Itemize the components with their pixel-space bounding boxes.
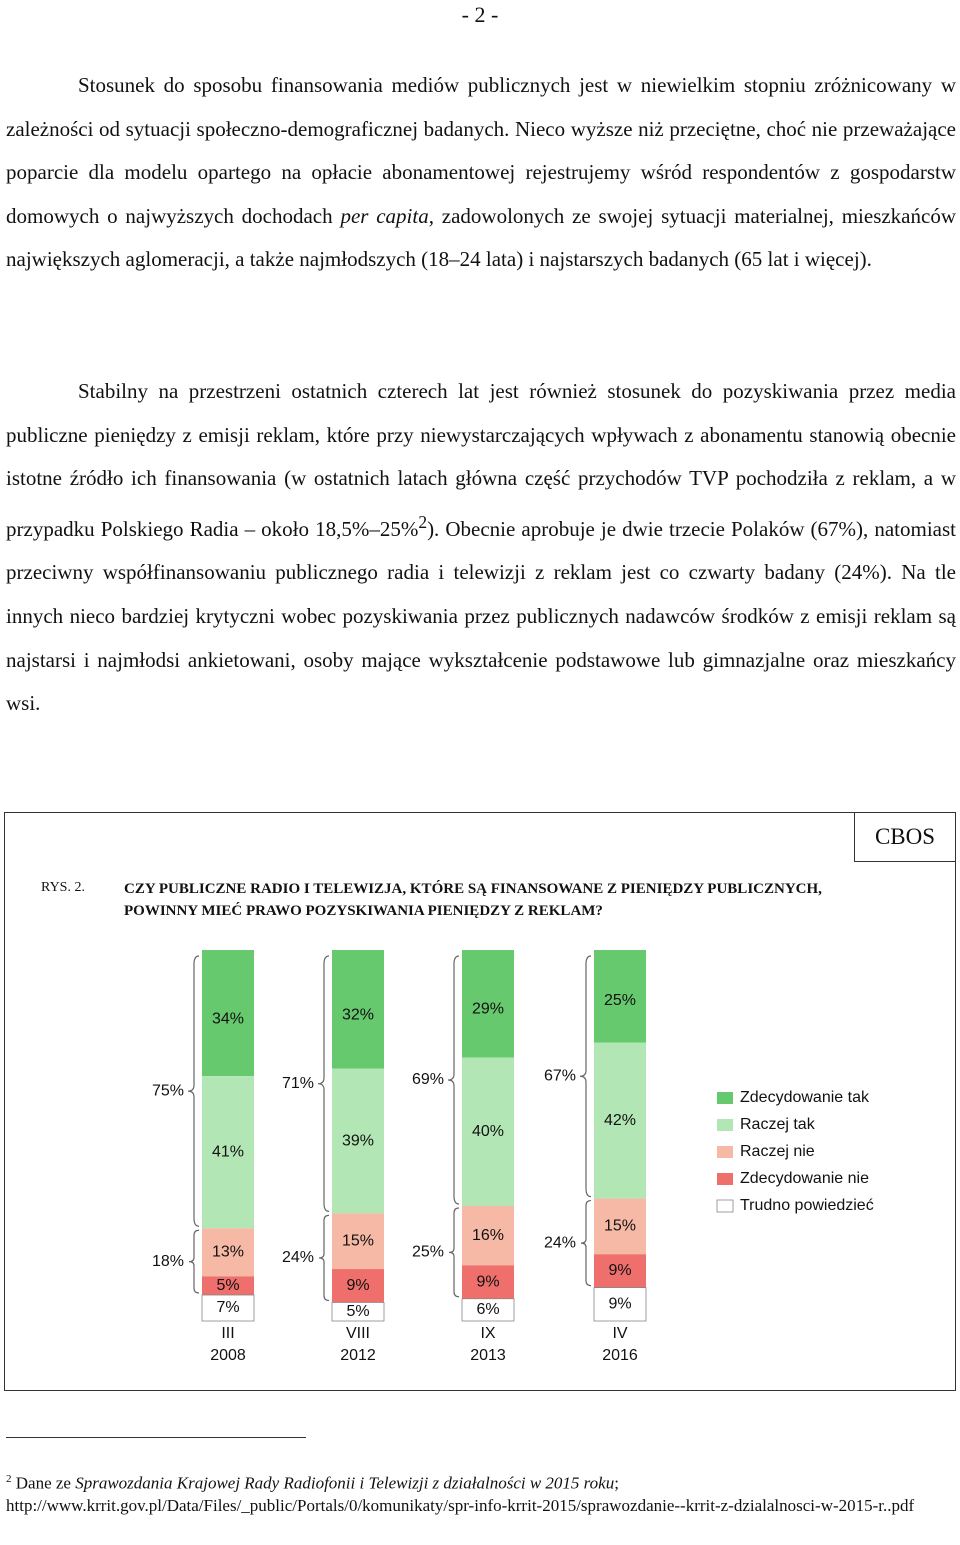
value-label-3-3: 16% — [471, 1226, 505, 1244]
legend-label-5: Trudno powiedzieć — [740, 1197, 874, 1215]
value-label-4-4: 9% — [608, 1262, 632, 1280]
no-brace-1 — [189, 1230, 199, 1293]
value-label-2-1: 41% — [211, 1143, 245, 1161]
legend-swatch-3 — [717, 1146, 733, 1158]
sum-yes-label-4: 67% — [543, 1067, 576, 1085]
paragraph-2-text-a: Stabilny na przestrzeni ostatnich czterech lat jest również stosunek do pozyskiwania przez media publiczne pieniędzy z emisji reklam, które przy niewystarczających wpływach z abonamentu stanowią obecnie istotne źródło ich finansowania (w ostatnich latach główna część przychodów TVP pochodziła z reklam, a w przypadku Polskiego Radia – około 18,5%–25% — [6, 379, 956, 541]
sum-no-label-4: 24% — [543, 1234, 576, 1252]
sum-yes-label-3: 69% — [411, 1071, 444, 1089]
value-label-1-4: 25% — [603, 992, 637, 1010]
paragraph-1-text: Stosunek do sposobu finansowania mediów publicznych jest w niewielkim stopniu zróżnicowany w zależności od sytuacji społeczno-demograficznej badanych. Nieco wyższe niż przeciętne, choć nie przeważające poparcie dla modelu opartego na opłacie abonamentowej rejestrujemy wśród respondentów z gospodarstw domowych o najwyższych dochodach — [6, 73, 956, 228]
value-label-2-3: 40% — [471, 1123, 505, 1141]
paragraph-1-italic: per capita — [340, 203, 429, 228]
yes-brace-3 — [448, 956, 459, 1204]
yes-brace-1 — [188, 956, 199, 1226]
footnote — [6, 1468, 946, 1517]
no-brace-4 — [581, 1201, 591, 1286]
category-year-3: 2013 — [470, 1347, 506, 1365]
value-label-5-1: 7% — [216, 1299, 240, 1317]
no-brace-2 — [319, 1215, 329, 1300]
footnote-text-b: ; http://www.krrit.gov.pl/Data/Files/_public/Portals/0/komunikaty/spr-info-krrit-2015/sprawozdanie--krrit-z-dzialalnosci-w-2015-r..pdf — [6, 1473, 915, 1515]
category-label-2: VIII — [345, 1325, 371, 1343]
cbos-label: CBOS — [854, 812, 956, 862]
value-label-4-3: 9% — [476, 1273, 500, 1291]
category-year-2: 2012 — [340, 1347, 376, 1365]
legend-swatch-2 — [717, 1119, 733, 1131]
category-year-4: 2016 — [602, 1347, 638, 1365]
sum-no-label-1: 18% — [151, 1252, 184, 1270]
value-label-4-1: 5% — [216, 1276, 240, 1294]
value-label-1-1: 34% — [211, 1010, 245, 1028]
sum-yes-label-2: 71% — [281, 1074, 314, 1092]
legend-swatch-1 — [717, 1092, 733, 1104]
value-label-3-4: 15% — [603, 1217, 637, 1235]
legend-swatch-5 — [717, 1200, 733, 1212]
value-label-2-4: 42% — [603, 1111, 637, 1129]
footnote-number: 2 — [6, 1473, 12, 1485]
paragraph-2-text-b: ). Obecnie aprobuje je dwie trzecie Polaków (67%), natomiast przeciwny współfinansowaniu publicznego radia i telewizji z reklam jest co czwarty badany (24%). Na tle innych nieco bardziej krytyczni wobec pozyskiwania przez publicznych nadawców środków z emisji reklam są najstarsi i najmłodsi ankietowani, osoby mające wykształcenie podstawowe lub gimnazjalne oraz mieszkańcy wsi. — [6, 516, 956, 716]
footnote-rule — [6, 1437, 306, 1438]
value-label-3-2: 15% — [341, 1232, 375, 1250]
figure-label: RYS. 2. — [41, 880, 85, 895]
category-label-3: IX — [480, 1325, 496, 1343]
legend-swatch-4 — [717, 1173, 733, 1185]
category-label-1: III — [221, 1325, 235, 1343]
legend-label-4: Zdecydowanie nie — [740, 1170, 869, 1188]
value-label-1-2: 32% — [341, 1006, 375, 1024]
sum-no-label-2: 24% — [281, 1249, 314, 1267]
footnote-ref: 2 — [418, 511, 428, 532]
footnote-text-a: Dane ze — [15, 1473, 76, 1493]
paragraph-1-rest: , zadowolonych ze swojej sytuacji materialnej, mieszkańców największych aglomeracji, a także najmłodszych (18–24 lata) i najstarszych badanych (65 lat i więcej). — [6, 203, 956, 272]
category-label-4: IV — [612, 1325, 628, 1343]
value-label-2-2: 39% — [341, 1132, 375, 1150]
sum-yes-label-1: 75% — [151, 1082, 184, 1100]
yes-brace-4 — [580, 956, 591, 1197]
figure-title: CZY PUBLICZNE RADIO I TELEWIZJA, KTÓRE SĄ FINANSOWANE Z PIENIĘDZY PUBLICZNYCH, POWINNY MIEĆ PRAWO POZYSKIWANIA PIENIĘDZY Z REKLAM? — [124, 881, 822, 919]
sum-no-label-3: 25% — [411, 1243, 444, 1261]
no-brace-3 — [449, 1208, 459, 1297]
legend-label-1: Zdecydowanie tak — [740, 1089, 869, 1107]
value-label-5-4: 9% — [608, 1295, 632, 1313]
footnote-source-title: Sprawozdania Krajowej Rady Radiofonii i Telewizji z działalności w 2015 roku — [75, 1473, 615, 1493]
value-label-4-2: 9% — [346, 1276, 370, 1294]
value-label-5-2: 5% — [346, 1302, 370, 1320]
value-label-5-3: 6% — [476, 1301, 500, 1319]
legend-label-2: Raczej tak — [740, 1116, 815, 1134]
value-label-3-1: 13% — [211, 1243, 245, 1261]
category-year-1: 2008 — [210, 1347, 246, 1365]
yes-brace-2 — [318, 956, 329, 1211]
value-label-1-3: 29% — [471, 1000, 505, 1018]
legend-label-3: Raczej nie — [740, 1143, 815, 1161]
page-number: - 2 - — [461, 2, 499, 27]
